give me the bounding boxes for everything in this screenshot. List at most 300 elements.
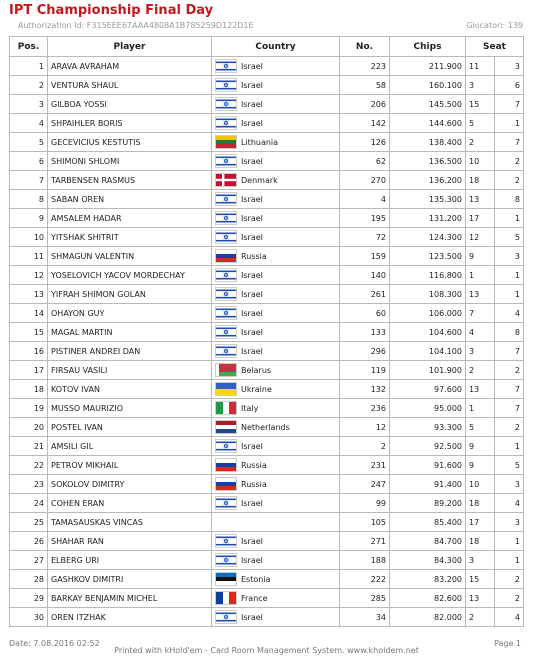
player-name: SOKOLOV DIMITRY [48,475,212,494]
table-row [10,209,524,228]
seat-number: 2 [495,171,524,190]
table-row [10,171,524,190]
table-number: 18 [466,171,495,190]
table-row [10,304,524,323]
seat-number: 3 [495,247,524,266]
player-name: POSTEL IVAN [48,418,212,437]
player-name: YITSHAK SHITRIT [48,228,212,247]
seat-number: 5 [495,228,524,247]
country-cell [212,266,340,285]
position: 22 [10,456,48,475]
israel-flag-icon [215,610,237,624]
country-cell [212,57,340,76]
country-name: Israel [241,99,263,109]
player-name: SHPAIHLER BORIS [48,114,212,133]
col-header-player: Player [48,37,212,57]
country-cell [212,494,340,513]
player-name: COHEN ERAN [48,494,212,513]
table-number: 1 [466,266,495,285]
country-name: Israel [241,308,263,318]
table-row [10,266,524,285]
position: 12 [10,266,48,285]
player-name: SHMAGUN VALENTIN [48,247,212,266]
position: 20 [10,418,48,437]
france-flag-icon [215,591,237,605]
country-name: Israel [241,194,263,204]
country-cell [212,323,340,342]
israel-flag-icon [215,211,237,225]
table-row [10,247,524,266]
seat-number: 1 [495,114,524,133]
table-row [10,95,524,114]
player-name: TARBENSEN RASMUS [48,171,212,190]
chip-count: 97.600 [390,380,466,399]
country-name: Israel [241,346,263,356]
report-title: IPT Championship Final Day [9,3,214,18]
player-name: GECEVICIUS KESTUTIS [48,133,212,152]
country-cell [212,247,340,266]
chip-count: 82.000 [390,608,466,627]
table-number: 17 [466,209,495,228]
position: 10 [10,228,48,247]
chip-count: 145.500 [390,95,466,114]
country-name: Israel [241,289,263,299]
position: 9 [10,209,48,228]
israel-flag-icon [215,192,237,206]
table-number: 9 [466,247,495,266]
country-name: Israel [241,213,263,223]
table-number: 11 [466,57,495,76]
country-cell [212,285,340,304]
chip-count-table [9,36,524,627]
player-number: 105 [340,513,390,532]
player-number: 261 [340,285,390,304]
table-row [10,380,524,399]
seat-number: 4 [495,304,524,323]
player-name: MAGAL MARTIN [48,323,212,342]
chip-count: 95.000 [390,399,466,418]
player-name: SHAHAR RAN [48,532,212,551]
chip-count: 144.600 [390,114,466,133]
player-name: ELBERG URI [48,551,212,570]
table-number: 13 [466,589,495,608]
chip-count: 82.600 [390,589,466,608]
player-number: 296 [340,342,390,361]
belarus-flag-icon [215,363,237,377]
table-number: 9 [466,456,495,475]
position: 8 [10,190,48,209]
country-name: Netherlands [241,422,290,432]
table-row [10,323,524,342]
player-number: 247 [340,475,390,494]
table-number: 13 [466,190,495,209]
country-name: Estonia [241,574,271,584]
player-name: YIFRAH SHIMON GOLAN [48,285,212,304]
table-row [10,532,524,551]
player-number: 119 [340,361,390,380]
table-row [10,342,524,361]
page-number: Page 1 [494,639,521,648]
chip-count: 101.900 [390,361,466,380]
player-name: BARKAY BENJAMIN MICHEL [48,589,212,608]
position: 3 [10,95,48,114]
country-cell [212,551,340,570]
chip-count: 124.300 [390,228,466,247]
seat-number: 8 [495,190,524,209]
chip-count: 104.100 [390,342,466,361]
country-name: Israel [241,156,263,166]
table-row [10,133,524,152]
col-header-chips: Chips [390,37,466,57]
country-cell [212,608,340,627]
chip-count: 92.500 [390,437,466,456]
table-row [10,513,524,532]
israel-flag-icon [215,534,237,548]
position: 16 [10,342,48,361]
country-cell [212,152,340,171]
chip-count: 160.100 [390,76,466,95]
country-cell [212,418,340,437]
table-number: 12 [466,228,495,247]
seat-number: 6 [495,76,524,95]
country-cell [212,589,340,608]
country-cell [212,399,340,418]
country-cell [212,95,340,114]
seat-number: 1 [495,285,524,304]
italy-flag-icon [215,401,237,415]
position: 30 [10,608,48,627]
table-number: 3 [466,76,495,95]
player-name: PISTINER ANDREI DAN [48,342,212,361]
player-number: 2 [340,437,390,456]
seat-number: 5 [495,456,524,475]
player-number: 133 [340,323,390,342]
country-cell [212,437,340,456]
position: 26 [10,532,48,551]
israel-flag-icon [215,439,237,453]
table-number: 13 [466,285,495,304]
player-name: YOSELOVICH YACOV MORDECHAY [48,266,212,285]
seat-number: 4 [495,494,524,513]
table-row [10,551,524,570]
position: 14 [10,304,48,323]
seat-number: 1 [495,532,524,551]
player-name: GILBOA YOSSI [48,95,212,114]
player-number: 34 [340,608,390,627]
table-number: 4 [466,323,495,342]
israel-flag-icon [215,230,237,244]
table-row [10,418,524,437]
position: 11 [10,247,48,266]
israel-flag-icon [215,553,237,567]
seat-number: 1 [495,209,524,228]
table-row [10,475,524,494]
table-number: 15 [466,95,495,114]
chip-count: 116.800 [390,266,466,285]
player-number: 60 [340,304,390,323]
player-number: 159 [340,247,390,266]
position: 27 [10,551,48,570]
position: 13 [10,285,48,304]
country-cell [212,342,340,361]
chip-count: 136.500 [390,152,466,171]
player-number: 270 [340,171,390,190]
table-row [10,494,524,513]
chip-count: 211.900 [390,57,466,76]
position: 23 [10,475,48,494]
chip-count: 123.500 [390,247,466,266]
country-name: Israel [241,441,263,451]
country-name: Israel [241,270,263,280]
player-number: 58 [340,76,390,95]
chip-count: 138.400 [390,133,466,152]
player-name: KOTOV IVAN [48,380,212,399]
table-number: 18 [466,494,495,513]
table-number: 2 [466,133,495,152]
position: 28 [10,570,48,589]
israel-flag-icon [215,287,237,301]
chip-count: 104.600 [390,323,466,342]
chip-count: 136.200 [390,171,466,190]
table-number: 1 [466,399,495,418]
country-name: Russia [241,460,267,470]
country-name: Lithuania [241,137,279,147]
player-name: VENTURA SHAUL [48,76,212,95]
russia-flag-icon [215,477,237,491]
table-row [10,589,524,608]
seat-number: 1 [495,437,524,456]
table-row [10,228,524,247]
chip-count: 84.300 [390,551,466,570]
country-name: Israel [241,61,263,71]
seat-number: 7 [495,380,524,399]
col-header-no: No. [340,37,390,57]
country-name: Belarus [241,365,272,375]
player-number: 99 [340,494,390,513]
country-name: Israel [241,498,263,508]
player-name: SABAN OREN [48,190,212,209]
chip-count: 135.300 [390,190,466,209]
position: 19 [10,399,48,418]
country-name: Israel [241,80,263,90]
player-number: 195 [340,209,390,228]
seat-number: 3 [495,57,524,76]
country-cell [212,228,340,247]
chip-count: 93.300 [390,418,466,437]
seat-number: 3 [495,475,524,494]
table-number: 5 [466,418,495,437]
table-number: 15 [466,570,495,589]
chip-count: 83.200 [390,570,466,589]
seat-number: 1 [495,266,524,285]
position: 25 [10,513,48,532]
israel-flag-icon [215,78,237,92]
lithuania-flag-icon [215,135,237,149]
seat-number: 4 [495,608,524,627]
israel-flag-icon [215,325,237,339]
table-number: 18 [466,532,495,551]
table-row [10,361,524,380]
russia-flag-icon [215,458,237,472]
table-row [10,570,524,589]
table-number: 10 [466,475,495,494]
seat-number: 8 [495,323,524,342]
player-number: 126 [340,133,390,152]
seat-number: 2 [495,418,524,437]
player-name: AMSALEM HADAR [48,209,212,228]
player-number: 4 [340,190,390,209]
country-cell [212,456,340,475]
country-cell [212,171,340,190]
country-name: Israel [241,118,263,128]
chip-count: 91.600 [390,456,466,475]
country-name: Israel [241,327,263,337]
position: 6 [10,152,48,171]
seat-number: 7 [495,399,524,418]
header-row [10,37,524,57]
player-name: SHIMONI SHLOMI [48,152,212,171]
printed-with: Printed with kHold'em - Card Room Management System. www.kholdem.net [114,646,419,655]
table-row [10,57,524,76]
israel-flag-icon [215,268,237,282]
players-count: Giocatori: 139 [466,21,523,30]
chip-count: 89.200 [390,494,466,513]
chip-count: 108.300 [390,285,466,304]
israel-flag-icon [215,97,237,111]
country-name: Italy [241,403,259,413]
country-name: Israel [241,232,263,242]
table-number: 10 [466,152,495,171]
table-number: 7 [466,304,495,323]
country-cell [212,475,340,494]
country-name: Israel [241,612,263,622]
player-number: 231 [340,456,390,475]
israel-flag-icon [215,344,237,358]
player-number: 222 [340,570,390,589]
player-number: 188 [340,551,390,570]
israel-flag-icon [215,59,237,73]
chip-count: 84.700 [390,532,466,551]
table-number: 3 [466,551,495,570]
position: 24 [10,494,48,513]
table-row [10,190,524,209]
player-number: 271 [340,532,390,551]
denmark-flag-icon [215,173,237,187]
chip-count: 106.000 [390,304,466,323]
country-name: Ukraine [241,384,272,394]
player-number: 12 [340,418,390,437]
table-row [10,399,524,418]
player-name: GASHKOV DIMITRI [48,570,212,589]
position: 21 [10,437,48,456]
seat-number: 3 [495,513,524,532]
country-cell [212,190,340,209]
table-number: 3 [466,342,495,361]
country-name: Russia [241,251,267,261]
table-row [10,114,524,133]
seat-number: 7 [495,133,524,152]
col-header-country: Country [212,37,340,57]
player-number: 142 [340,114,390,133]
player-name: OHAYON GUY [48,304,212,323]
player-name: FIRSAU VASILI [48,361,212,380]
seat-number: 1 [495,551,524,570]
player-number: 72 [340,228,390,247]
table-row [10,456,524,475]
chip-count: 85.400 [390,513,466,532]
table-row [10,285,524,304]
country-name: Russia [241,479,267,489]
player-name: PETROV MIKHAIL [48,456,212,475]
netherlands-flag-icon [215,420,237,434]
col-header-pos: Pos. [10,37,48,57]
country-cell [212,76,340,95]
country-cell [212,513,340,532]
country-cell [212,133,340,152]
player-number: 285 [340,589,390,608]
seat-number: 2 [495,589,524,608]
table-number: 13 [466,380,495,399]
country-name: France [241,593,268,603]
seat-number: 2 [495,152,524,171]
table-row [10,608,524,627]
position: 5 [10,133,48,152]
israel-flag-icon [215,306,237,320]
authorization-id: Authorization Id: F315EEE67AAA4808A1B785259D122D1E [18,21,254,30]
player-number: 132 [340,380,390,399]
table-number: 5 [466,114,495,133]
position: 7 [10,171,48,190]
israel-flag-icon [215,116,237,130]
country-name: Israel [241,555,263,565]
russia-flag-icon [215,249,237,263]
player-number: 206 [340,95,390,114]
seat-number: 7 [495,95,524,114]
country-cell [212,304,340,323]
position: 18 [10,380,48,399]
player-name: OREN ITZHAK [48,608,212,627]
col-header-seat: Seat [466,37,524,57]
country-cell [212,570,340,589]
player-number: 62 [340,152,390,171]
player-name: TAMASAUSKAS VINCAS [48,513,212,532]
position: 2 [10,76,48,95]
israel-flag-icon [215,496,237,510]
print-date: Date: 7.08.2016 02:52 [9,639,100,648]
chip-count: 131.200 [390,209,466,228]
player-number: 236 [340,399,390,418]
israel-flag-icon [215,154,237,168]
player-name: MUSSO MAURIZIO [48,399,212,418]
country-cell [212,114,340,133]
country-cell [212,380,340,399]
chip-count: 91.400 [390,475,466,494]
country-cell [212,209,340,228]
table-row [10,76,524,95]
table-row [10,437,524,456]
estonia-flag-icon [215,572,237,586]
seat-number: 7 [495,342,524,361]
country-name: Denmark [241,175,278,185]
country-cell [212,532,340,551]
position: 4 [10,114,48,133]
table-row [10,152,524,171]
ukraine-flag-icon [215,382,237,396]
table-number: 9 [466,437,495,456]
table-number: 2 [466,608,495,627]
seat-number: 2 [495,361,524,380]
position: 17 [10,361,48,380]
